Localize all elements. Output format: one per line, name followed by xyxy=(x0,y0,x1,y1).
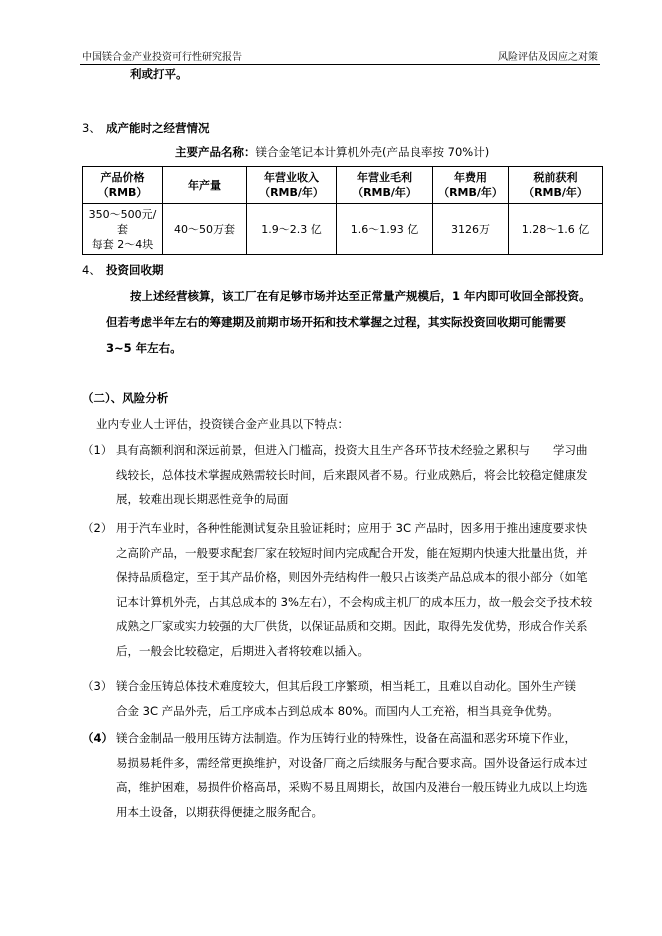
header-cell-expense: 年费用 （RMB/年） xyxy=(433,167,509,204)
table-row xyxy=(83,204,603,255)
cell-price: 350～500元/ 套 每套 2～4块 xyxy=(83,204,163,255)
product-name-line xyxy=(175,140,489,164)
header-cell-pretax: 税前获利 （RMB/年） xyxy=(509,167,603,204)
cell-revenue: 1.9～2.3 亿 xyxy=(247,204,337,255)
risk-intro: 业内专业人士评估，投资镁合金产业具以下特点： xyxy=(96,417,349,431)
section-4-line-2: 但若考虑半年左右的筹建期及前期市场开拓和技术掌握之过程，其实际投资回收期可能需要 xyxy=(106,315,566,329)
operations-table xyxy=(82,166,603,255)
cell-output: 40～50万套 xyxy=(163,204,247,255)
header-cell-price: 产品价格 （RMB） xyxy=(83,167,163,204)
header-cell-output: 年产量 xyxy=(163,167,247,204)
risk-item-4: 镁合金制品一般用压铸方法制造。作为压铸行业的特殊性，设备在高温和恶劣环境下作业， 易损易耗件多，需经常更换维护，对设备厂商之后续服务与配合要求高。国外设备运行成本过 高，维护困难，易损件价格高昂，采购不易且周期长，故国内及港台一般压铸业九成以上均选 用本土设备，以期获得便捷之服务配合。 xyxy=(116,731,588,819)
header-cell-gross-profit: 年营业毛利 （RMB/年） xyxy=(337,167,433,204)
section-4-line-1: 按上述经营核算，该工厂在有足够市场并达至正常量产规模后，1 年内即可收回全部投资。 xyxy=(130,289,591,303)
product-value: 镁合金笔记本计算机外壳(产品良率按 70%计) xyxy=(255,145,490,159)
risk-item-1-marker: （1） xyxy=(82,443,113,457)
cell-pretax: 1.28～1.6 亿 xyxy=(509,204,603,255)
risk-item-3-marker: （3） xyxy=(82,679,113,693)
carryover-text: 利或打平。 xyxy=(130,67,188,81)
risk-item-2: 用于汽车业时，各种性能测试复杂且验证耗时；应用于 3C 产品时，因多用于推出速度要求快 之高阶产品，一般要求配套厂家在较短时间内完成配合开发，能在短期内快速大批量出货，并 保持品质稳定，至于其产品价格，则因外壳结构件一般只占该类产品总成本的很小部分（如笔 记本计算机外壳，占其总成本的 3%左右），不会构成主机厂的成本压力，故一般会交予技术较 成熟之厂家或实力较强的大厂供货，以保证品质和交期。因此，取得先发优势，形成合作关系 后，一般会比较稳定，后期进入者将较难以插入。 xyxy=(116,521,593,658)
header-cell-revenue: 年营业收入 （RMB/年） xyxy=(247,167,337,204)
cell-gross-profit: 1.6～1.93 亿 xyxy=(337,204,433,255)
risk-title: （二）、风险分析 xyxy=(82,391,169,405)
table-header-row xyxy=(83,167,603,204)
section-4-line-3: 3~5 年左右。 xyxy=(106,341,182,355)
risk-item-2-marker: （2） xyxy=(82,521,113,535)
cell-expense: 3126万 xyxy=(433,204,509,255)
risk-item-1: 具有高额利润和深远前景，但进入门槛高，投资大且生产各环节技术经验之累积与 学习曲 线较长，总体技术掌握成熟需较长时间，后来跟风者不易。行业成熟后，将会比较稳定健康发 展，较难出现长期恶性竞争的局面 xyxy=(116,443,588,506)
section-4-number: 4、 xyxy=(82,263,101,277)
header-title-right: 风险评估及因应之对策 xyxy=(498,52,598,63)
section-3-title: 成产能时之经营情况 xyxy=(106,121,210,135)
risk-item-3: 镁合金压铸总体技术难度较大，但其后段工序繁琐，相当耗工，且难以自动化。国外生产镁 合金 3C 产品外壳，后工序成本占到总成本 80%。而国内人工充裕，相当具竞争优势。 xyxy=(116,679,576,718)
product-label: 主要产品名称： xyxy=(175,145,256,159)
section-3-number: 3、 xyxy=(82,121,101,135)
header-title-left: 中国镁合金产业投资可行性研究报告 xyxy=(82,52,242,63)
section-4-title: 投资回收期 xyxy=(106,263,164,277)
risk-item-4-marker: （4） xyxy=(82,731,114,745)
